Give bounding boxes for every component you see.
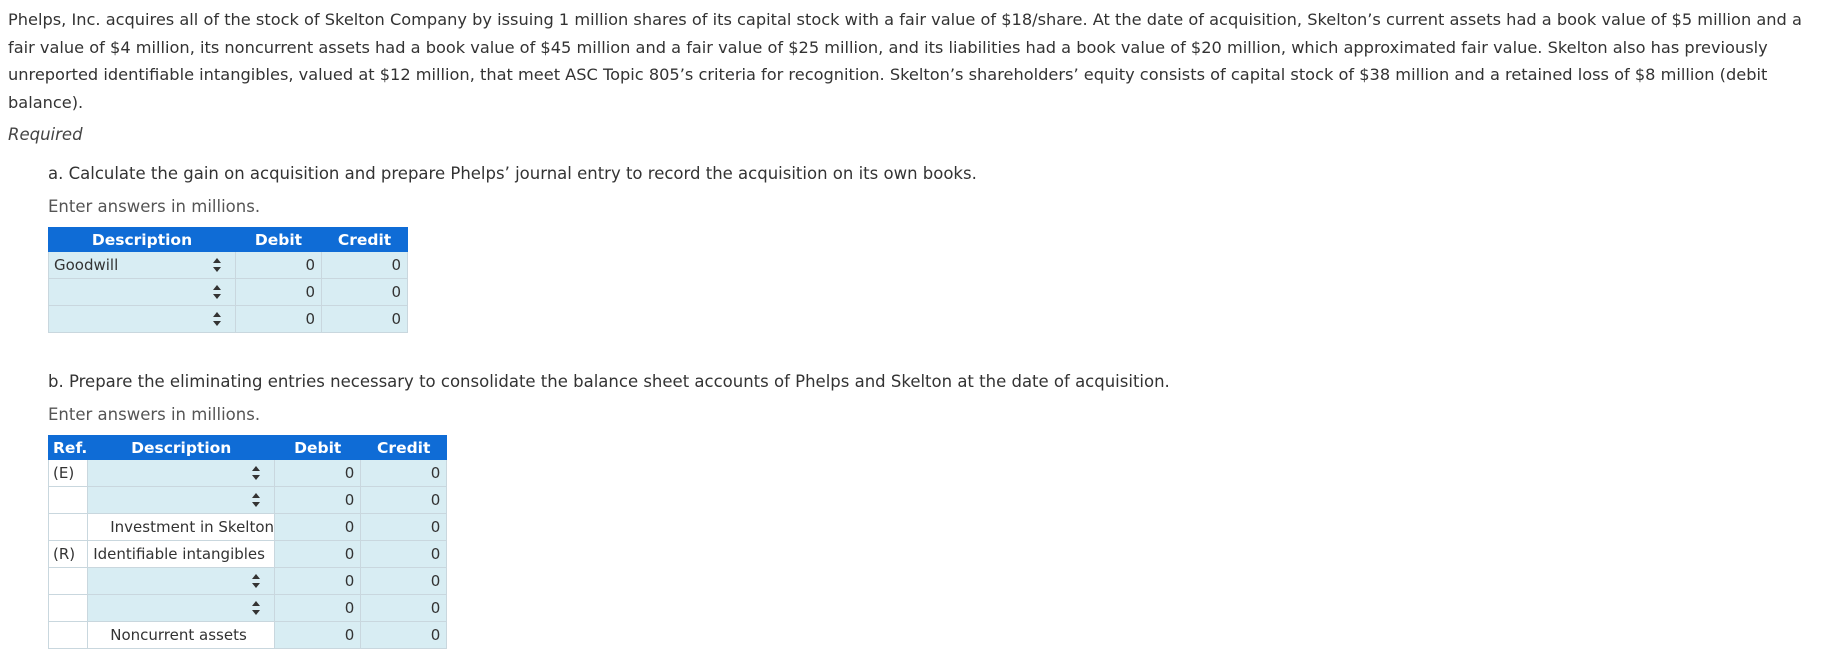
part-b: [8, 369, 1832, 649]
credit-input[interactable]: 0: [361, 460, 447, 487]
updown-arrows-icon: [213, 258, 221, 272]
header-credit: Credit: [322, 228, 408, 252]
eliminating-entries-table: [48, 435, 447, 649]
table-row: [49, 622, 447, 649]
updown-arrows-icon: [213, 312, 221, 326]
credit-input[interactable]: 0: [361, 568, 447, 595]
part-a: [8, 161, 1832, 333]
table-row: [49, 568, 447, 595]
table-row: [49, 487, 447, 514]
header-credit: Credit: [361, 436, 447, 460]
debit-input[interactable]: 0: [275, 622, 361, 649]
credit-input[interactable]: 0: [361, 595, 447, 622]
debit-input[interactable]: 0: [236, 279, 322, 306]
updown-arrows-icon: [213, 285, 221, 299]
ref-cell: (R): [49, 541, 88, 568]
description-value: Goodwill: [54, 256, 119, 274]
credit-input[interactable]: 0: [361, 622, 447, 649]
table-row: [49, 460, 447, 487]
description-select[interactable]: [88, 460, 275, 487]
debit-input[interactable]: 0: [275, 487, 361, 514]
debit-input[interactable]: 0: [275, 595, 361, 622]
updown-arrows-icon: [252, 466, 260, 480]
description-label: Identifiable intangibles: [88, 541, 275, 568]
debit-input[interactable]: 0: [236, 306, 322, 333]
credit-input[interactable]: 0: [361, 541, 447, 568]
description-select[interactable]: [88, 568, 275, 595]
debit-input[interactable]: 0: [275, 541, 361, 568]
part-b-question: b. Prepare the eliminating entries necessary to consolidate the balance sheet accounts of Phelps and Skelton at the date of acquisition.: [48, 372, 1170, 391]
ref-cell: [49, 568, 88, 595]
table-row: [49, 252, 408, 279]
debit-input[interactable]: 0: [275, 460, 361, 487]
credit-input[interactable]: 0: [361, 487, 447, 514]
updown-arrows-icon: [252, 601, 260, 615]
table-row: [49, 514, 447, 541]
debit-input[interactable]: 0: [236, 252, 322, 279]
part-a-question: a. Calculate the gain on acquisition and prepare Phelps’ journal entry to record the acquisition on its own books.: [48, 164, 977, 183]
description-select[interactable]: [49, 279, 236, 306]
credit-input[interactable]: 0: [322, 279, 408, 306]
header-debit: Debit: [275, 436, 361, 460]
ref-cell: [49, 487, 88, 514]
description-select[interactable]: [88, 595, 275, 622]
credit-input[interactable]: 0: [361, 514, 447, 541]
description-label: Investment in Skelton: [88, 514, 275, 541]
ref-cell: [49, 622, 88, 649]
description-label: Noncurrent assets: [88, 622, 275, 649]
credit-input[interactable]: 0: [322, 306, 408, 333]
ref-cell: [49, 514, 88, 541]
part-a-instruction: Enter answers in millions.: [48, 197, 261, 216]
updown-arrows-icon: [252, 493, 260, 507]
debit-input[interactable]: 0: [275, 568, 361, 595]
updown-arrows-icon: [252, 574, 260, 588]
table-row: [49, 279, 408, 306]
header-description: Description: [49, 228, 236, 252]
credit-input[interactable]: 0: [322, 252, 408, 279]
description-select[interactable]: [88, 487, 275, 514]
table-row: [49, 595, 447, 622]
header-ref: Ref.: [49, 436, 88, 460]
table-row: [49, 541, 447, 568]
journal-entry-table: [48, 227, 408, 333]
ref-cell: (E): [49, 460, 88, 487]
table-row: [49, 306, 408, 333]
problem-text: Phelps, Inc. acquires all of the stock of Skelton Company by issuing 1 million shares of its capital stock with a fair value of $18/share. At the date of acquisition, Skelton’s current assets had a book value of $5 million and a fair value of $4 million, its noncurrent assets had a book value of $45 million and a fair value of $25 million, and its liabilities had a book value of $20 million, which approximated fair value. Skelton also has previously unreported identifiable intangibles, valued at $12 million, that meet ASC Topic 805’s criteria for recognition. Skelton’s shareholders’ equity consists of capital stock of $38 million and a retained loss of $8 million (debit balance).: [8, 10, 1802, 112]
part-b-instruction: Enter answers in millions.: [48, 405, 261, 424]
description-select[interactable]: [49, 252, 236, 279]
header-description: Description: [88, 436, 275, 460]
required-label: Required: [8, 125, 83, 144]
header-debit: Debit: [236, 228, 322, 252]
debit-input[interactable]: 0: [275, 514, 361, 541]
description-select[interactable]: [49, 306, 236, 333]
ref-cell: [49, 595, 88, 622]
